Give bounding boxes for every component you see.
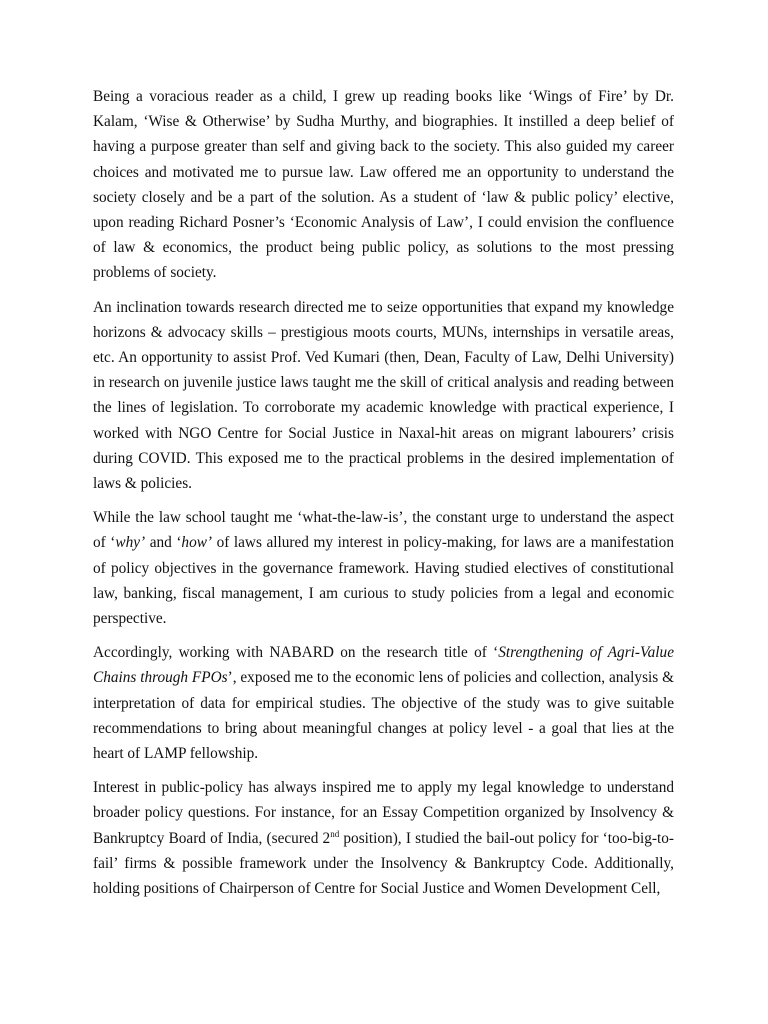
paragraph-5-ordinal-suffix: nd (330, 828, 340, 839)
paragraph-4-text-b: ’, exposed me to the economic lens of policies and collection, analysis & interpretation of data for empirical studies. The objective of the study was to give suitable recommendations to bring about meaningful changes at policy level - a goal that lies at the heart of LAMP fellowship. (93, 669, 674, 763)
paragraph-3-text-c: of laws allured my interest in policy-making, for laws are a manifestation of policy objectives in the governance framework. Having studied electives of constitutional law, banking, fiscal management, I am curious to study policies from a legal and economic perspective. (93, 534, 674, 628)
paragraph-4-text-a: Accordingly, working with NABARD on the research title of ‘ (93, 644, 499, 662)
paragraph-4-research-title: Strengthening of Agri-Value Chains through FPOs (93, 644, 674, 687)
paragraph-3 (93, 505, 674, 631)
paragraph-3-why: why’ (115, 534, 146, 552)
paragraph-5 (93, 775, 674, 901)
paragraph-3-text-a: While the law school taught me ‘what-the-law-is’, the constant urge to understand the aspect of ‘ (93, 509, 674, 552)
paragraph-2: An inclination towards research directed me to seize opportunities that expand my knowledge horizons & advocacy skills – prestigious moots courts, MUNs, internships in versatile areas, etc. An opportunity to assist Prof. Ved Kumari (then, Dean, Faculty of Law, Delhi University) in research on juvenile justice laws taught me the skill of critical analysis and reading between the lines of legislation. To corroborate my academic knowledge with practical experience, I worked with NGO Centre for Social Justice in Naxal-hit areas on migrant labourers’ crisis during COVID. This exposed me to the practical problems in the desired implementation of laws & policies. (93, 298, 674, 493)
paragraph-5-text-a: Interest in public-policy has always inspired me to apply my legal knowledge to understand broader policy questions. For instance, for an Essay Competition organized by Insolvency & Bankruptcy Board of India, (secured 2 (93, 779, 674, 847)
document-page (93, 84, 674, 910)
paragraph-1: Being a voracious reader as a child, I grew up reading books like ‘Wings of Fire’ by Dr. Kalam, ‘Wise & Otherwise’ by Sudha Murthy, and biographies. It instilled a deep belief of having a purpose greater than self and giving back to the society. This also guided my career choices and motivated me to pursue law. Law offered me an opportunity to understand the society closely and be a part of the solution. As a student of ‘law & public policy’ elective, upon reading Richard Posner’s ‘Economic Analysis of Law’, I could envision the confluence of law & economics, the product being public policy, as solutions to the most pressing problems of society. (93, 88, 674, 282)
paragraph-4 (93, 640, 674, 766)
paragraph-3-text-b: and ‘ (145, 534, 182, 552)
paragraph-3-how: how’ (181, 534, 213, 552)
paragraph-5-text-b: position), I studied the bail-out policy for ‘too-big-to-fail’ firms & possible framework under the Insolvency & Bankruptcy Code. Additionally, holding positions of Chairperson of Centre for Social Justice and Women Development Cell, (93, 829, 674, 898)
